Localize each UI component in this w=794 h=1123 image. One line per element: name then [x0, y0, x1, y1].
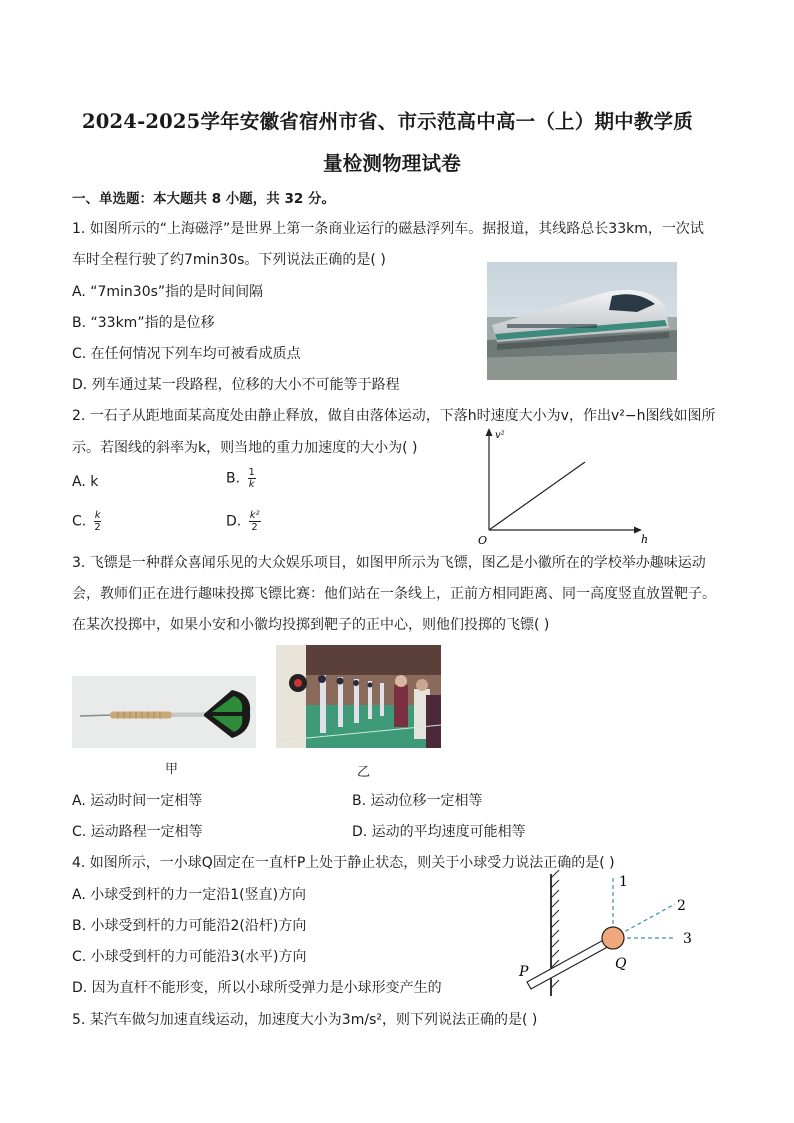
dart-photo [72, 676, 256, 748]
q3-stem-line3: 在某次投掷中，如果小安和小徽均投掷到靶子的正中心，则他们投掷的飞镖( ) [72, 617, 550, 633]
graph-y-label: v² [495, 430, 505, 441]
q2-option-d-numerator: k² [249, 510, 260, 521]
q3-option-a: A. 运动时间一定相等 [72, 793, 203, 809]
q2-option-b [226, 467, 256, 490]
direction-1-label: 1 [619, 874, 628, 890]
q5-stem: 5. 某汽车做匀加速直线运动，加速度大小为3m/s²，则下列说法正确的是( ) [72, 1012, 538, 1028]
maglev-train-photo [487, 262, 677, 380]
exam-title-line2: 量检测物理试卷 [323, 152, 461, 175]
graph-data-line [489, 462, 585, 530]
rod-p-label: P [519, 964, 529, 980]
q2-option-b-denominator: k [248, 479, 255, 490]
dart-competition-photo [276, 645, 441, 748]
q1-stem-line1: 1. 如图所示的“上海磁浮”是世界上第一条商业运行的磁悬浮列车。据报道，其线路总长33km，一次试 [72, 221, 704, 237]
exam-title-line1: 2024-2025学年安徽省宿州市省、市示范高中高一（上）期中教学质 [82, 110, 693, 133]
q4-option-b: B. 小球受到杆的力可能沿2(沿杆)方向 [72, 918, 307, 934]
q1-stem-line2: 车时全程行驶了约7min30s。下列说法正确的是( ) [72, 252, 386, 268]
q2-option-d [226, 510, 261, 533]
q1-option-d: D. 列车通过某一段路程，位移的大小不可能等于路程 [72, 377, 400, 393]
q3-option-c: C. 运动路程一定相等 [72, 824, 203, 840]
q3-option-b: B. 运动位移一定相等 [352, 793, 483, 809]
q1-option-b: B. “33km”指的是位移 [72, 315, 215, 331]
rod-ball-figure [515, 870, 705, 1000]
direction-2-label: 2 [677, 898, 686, 914]
q3-option-d: D. 运动的平均速度可能相等 [352, 824, 526, 840]
q2-option-a: A. k [72, 474, 99, 490]
graph-x-label: h [641, 533, 649, 545]
q2-stem-line1: 2. 一石子从距地面某高度处由静止释放，做自由落体运动，下落h时速度大小为v，作出v²−h图线如图所 [72, 408, 716, 424]
graph-y-arrow [486, 428, 493, 436]
direction-3-label: 3 [683, 931, 692, 947]
q2-option-d-denominator: 2 [251, 522, 258, 533]
q4-stem: 4. 如图所示，一小球Q固定在一直杆P上处于静止状态，则关于小球受力说法正确的是( ) [72, 855, 615, 871]
caption-jia: 甲 [165, 762, 179, 777]
q2-option-c [72, 510, 101, 533]
q4-option-c: C. 小球受到杆的力可能沿3(水平)方向 [72, 949, 307, 965]
q2-option-d-label: D. [226, 513, 242, 530]
q2-option-b-numerator: 1 [248, 467, 255, 478]
rod-p [527, 937, 613, 989]
q3-stem-line1: 3. 飞镖是一种群众喜闻乐见的大众娱乐项目，如图甲所示为飞镖，图乙是小徽所在的学校举办趣味运动 [72, 555, 706, 571]
q3-stem-line2: 会，教师们正在进行趣味投掷飞镖比赛：他们站在一条线上，正前方相同距离、同一高度竖直放置靶子。 [72, 586, 716, 602]
section-header-single-choice: 一、单选题：本大题共 8 小题，共 32 分。 [72, 191, 335, 207]
q4-option-d: D. 因为直杆不能形变，所以小球所受弹力是小球形变产生的 [72, 980, 442, 996]
q2-option-c-numerator: k [94, 510, 101, 521]
q1-option-c: C. 在任何情况下列车均可被看成质点 [72, 346, 301, 362]
q2-option-b-label: B. [226, 470, 241, 487]
q2-option-c-label: C. [72, 513, 87, 530]
graph-origin-label: O [478, 534, 488, 545]
v2-h-graph [475, 425, 655, 545]
q2-stem-line2: 示。若图线的斜率为k，则当地的重力加速度的大小为( ) [72, 440, 418, 456]
ball-q-label: Q [615, 956, 627, 972]
q2-option-c-denominator: 2 [94, 522, 101, 533]
caption-yi: 乙 [357, 765, 371, 780]
q1-option-a: A. “7min30s”指的是时间间隔 [72, 284, 264, 300]
ball-q [602, 927, 624, 949]
q4-option-a: A. 小球受到杆的力一定沿1(竖直)方向 [72, 887, 307, 903]
